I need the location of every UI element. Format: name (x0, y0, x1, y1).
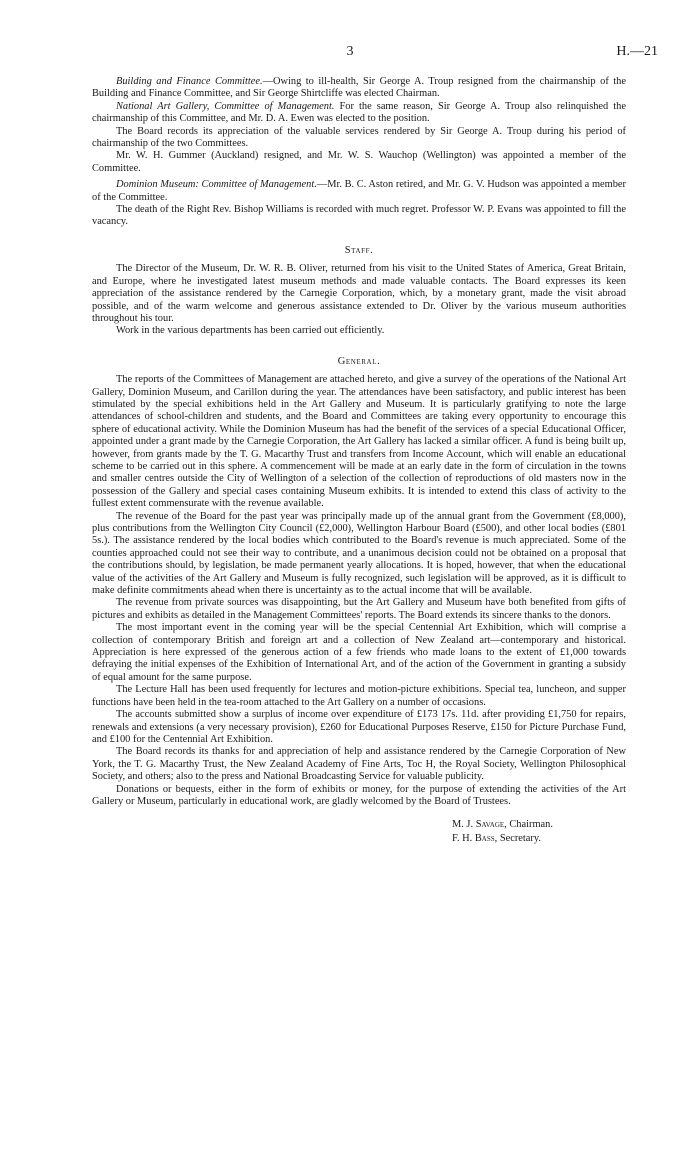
paragraph-art-gallery-committee: National Art Gallery, Committee of Management. For the same reason, Sir George A. Troup also relinquished the chairmanship of this Committee, and Mr. D. A. Ewen was elected to the position. (92, 100, 626, 125)
paragraph-general-reports: The reports of the Committees of Management are attached hereto, and give a survey of the operations of the National Art Gallery, Dominion Museum, and Carillon during the year. The attendances have been satisfactory, and public interest has been stimulated by the special exhibitions held in the Art Gallery and Museum. It is particularly gratifying to note the large attendances of school-children and students, and the Board and Committees are taking every opportunity to encourage this sphere of educational activity. While the Dominion Museum has had the benefit of the services of a special Educational Officer, appointed under a grant made by the Carnegie Corporation, the Art Gallery has lacked a similar officer. A fund is being built up, however, from grants made by the T. G. Macarthy Trust and transfers from Income Account, which will enable an educational scheme to be carried out in this sphere. A commencement will be made at an early date in the form of circulation in the towns and smaller centres outside the City of Wellington of a selection of the collection of reproductions of old masters now in the possession of the Gallery and special cases containing Museum exhibits. It is intended to extend this class of activity to the fullest extent commensurate with the revenue available. (92, 374, 626, 510)
page-number: 3 (346, 44, 354, 59)
paragraph-staff-work: Work in the various departments has been carried out efficiently. (116, 325, 385, 337)
paragraph-general-donations: Donations or bequests, either in the form of exhibits or money, for the purpose of extending the activities of the Art Gallery or Museum, particularly in educational work, are gladly welcomed by the Board of Trustees. (92, 783, 626, 807)
signature-secretary: F. H. Bass, Secretary. (452, 832, 541, 844)
paragraph-bishop-williams: The death of the Right Rev. Bishop Williams is recorded with much regret. Professor W. P. Evans was appointed to fill the vacancy. (92, 204, 626, 228)
paragraph-general-lecture-hall: The Lecture Hall has been used frequently for lectures and motion-picture exhibitions. Special tea, luncheon, and supper functions have been held in the tea-room attached to the Art Gallery on a number of occasions. (92, 684, 626, 708)
paragraph-museum-committee: Dominion Museum: Committee of Management.—Mr. B. C. Aston retired, and Mr. G. V. Hudson was appointed a member of the Committee. (92, 179, 626, 203)
committee-title: National Art Gallery, Committee of Management. (116, 100, 335, 112)
signature-block (452, 818, 626, 845)
paragraph-general-thanks: The Board records its thanks for and appreciation of help and assistance rendered by the Carnegie Corporation of New York, the T. G. Macarthy Trust, the New Zealand Academy of Fine Arts, Toc H, the Royal Society, Wellington Philosophical Society, and others; also to the press and National Broadcasting Service for valuable publicity. (92, 746, 626, 783)
paragraph-general-private-revenue: The revenue from private sources was disappointing, but the Art Gallery and Museum have both benefited from gifts of pictures and exhibits as detailed in the Management Committees' reports. The Board extends its sincere thanks to the donors. (92, 597, 626, 621)
signature-chairman: M. J. Savage, Chairman. (452, 819, 553, 831)
paragraph-building-finance: Building and Finance Committee.—Owing to ill-health, Sir George A. Troup resigned from the chairmanship of the Building and Finance Committee, and Sir George Shirtcliffe was elected Chairman. (92, 76, 626, 100)
section-heading-general: General. (337, 355, 381, 367)
document-code: H.—21 (616, 44, 658, 59)
paragraph-general-centennial: The most important event in the coming year will be the special Centennial Art Exhibition, which will comprise a collection of contemporary British and foreign art and a collection of New Zealand art—contemporary and historical. Appreciation is here expressed of the generous action of a few friends who made loans to the extent of £1,000 towards defraying the initial expenses of the Exhibition of International Art, and of the action of the Government in granting a subsidy of equal amount for the same purpose. (92, 622, 626, 683)
paragraph-general-accounts: The accounts submitted show a surplus of income over expenditure of £173 17s. 11d. after providing £1,750 for repairs, renewals and extensions (a very necessary provision), £260 for Educational Purposes Reserve, £150 for Picture Purchase Fund, and £100 for the Centennial Art Exhibition. (92, 709, 626, 745)
paragraph-appreciation: The Board records its appreciation of the valuable services rendered by Sir George A. Troup during his period of chairmanship of the two Committees. (92, 125, 626, 150)
committee-title: Building and Finance Committee. (116, 76, 263, 87)
paragraph-gummer: Mr. W. H. Gummer (Auckland) resigned, and Mr. W. S. Wauchop (Wellington) was appointed a member of the Committee. (92, 150, 626, 174)
paragraph-staff-director: The Director of the Museum, Dr. W. R. B. Oliver, returned from his visit to the United States of America, Great Britain, and Europe, where he investigated latest museum methods and made valuable contacts. The Board expresses its keen appreciation of the assistance rendered by the Carnegie Corporation, which, by a monetary grant, made the visit abroad possible, and of the warm welcome and generous assistance extended to Dr. Oliver by the various museum authorities throughout his tour. (92, 263, 626, 324)
section-heading-staff: Staff. (344, 244, 374, 256)
document-body (92, 76, 626, 845)
committee-title: Dominion Museum: Committee of Management. (116, 179, 317, 191)
paragraph-general-revenue: The revenue of the Board for the past year was principally made up of the annual grant from the Government (£8,000), plus contributions from the Wellington City Council (£2,000), Wellington Harbour Board (£500), and other local bodies (£801 5s.). The assistance rendered by the local bodies which contributed to the Board's revenue is much appreciated. Some of the counties approached could not see their way to contribute, and a unanimous decision could not be obtained on a proposal that the contributions should, by legislation, be made permanent yearly allocations. It is hoped, however, that when the educational value of the activities of the Art Gallery and Museum is fully recognized, such legislation will be approved, as it is difficult to make definite commitments ahead when there is uncertainty as to the actual income that will be available. (92, 510, 626, 597)
